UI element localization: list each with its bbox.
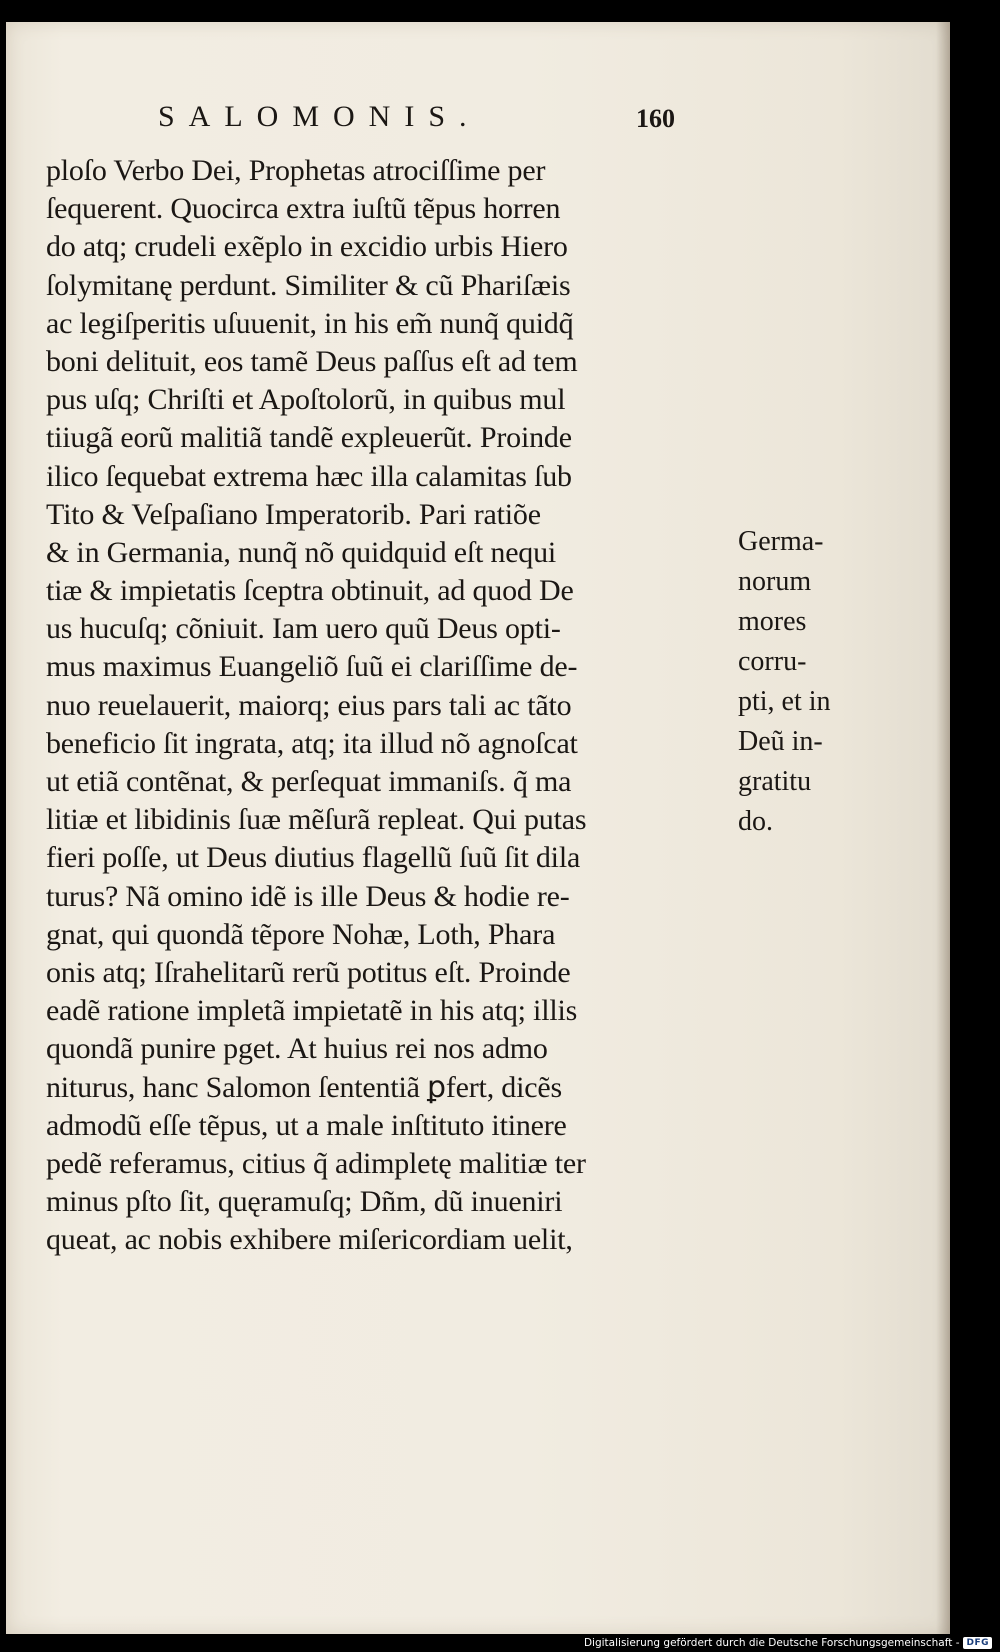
text-line: & in Germania, nunq̃ nõ quidquid eſt nequi (46, 535, 557, 569)
text-line: ilico ſequebat extrema hæc illa calamitas ſub (46, 459, 572, 493)
page-edge-shadow (936, 22, 950, 1634)
body-text (46, 152, 746, 1259)
marginal-note-line: mores (738, 606, 807, 637)
text-line: Tito & Veſpaſiano Imperatorib. Pari ratiõe (46, 497, 541, 531)
text-line: queat, ac nobis exhibere miſericordiam uelit, (46, 1223, 573, 1257)
text-line: eadẽ ratione impletã impietatẽ in his atq; illis (46, 994, 578, 1028)
text-line: us hucuſq; cõniuit. Iam uero quũ Deus opti- (46, 612, 561, 646)
text-line: tiiugã eorũ malitiã tandẽ expleuerũt. Proinde (46, 421, 572, 455)
text-line: fieri poſſe, ut Deus diutius flagellũ ſuũ ſit dila (46, 841, 581, 875)
marginal-note-line: do. (738, 806, 773, 837)
text-line: ſolymitanę perdunt. Similiter & cũ Phariſæis (46, 268, 571, 302)
text-line: beneficio ſit ingrata, atq; ita illud nõ agnoſcat (46, 726, 578, 760)
marginal-note (738, 522, 831, 842)
marginal-note-line: norum (738, 566, 812, 597)
text-line: ut etiã contẽnat, & perſequat immaniſs. q̃ ma (46, 765, 572, 798)
marginal-note-line: pti, et in (738, 686, 831, 717)
text-line: minus pſto ſit, quęramuſq; Dñm, dũ inueniri (46, 1185, 563, 1219)
text-line: ploſo Verbo Dei, Prophetas atrociſſime per (46, 154, 546, 187)
text-line: mus maximus Euangeliõ ſuũ ei clariſſime de- (46, 650, 578, 684)
text-line: niturus, hanc Salomon ſententiã ꝑfert, dicẽs (46, 1070, 562, 1104)
text-line: onis atq; Iſrahelitarũ rerũ potitus eſt. Proinde (46, 955, 571, 989)
text-line: gnat, qui quondã tẽpore Nohæ, Loth, Phara (46, 917, 556, 951)
text-line: ſequerent. Quocirca extra iuſtũ tẽpus horren (46, 192, 561, 226)
marginal-note-line: gratitu (738, 766, 812, 797)
marginal-note-line: Germa- (738, 526, 824, 557)
text-line: admodũ eſſe tẽpus, ut a male inſtituto itinere (46, 1108, 567, 1142)
marginal-note-line: Deũ in- (738, 726, 823, 757)
dfg-logo: DFG (963, 1637, 992, 1649)
footer-credit (584, 1637, 992, 1649)
text-line: litiæ et libidinis ſuæ mẽſurã repleat. Qui putas (46, 803, 587, 837)
text-line: turus? Nã omino idẽ is ille Deus & hodie re- (46, 879, 570, 913)
text-line: nuo reuelauerit, maiorq; eius pars tali ac tãto (46, 688, 572, 722)
text-line: ac legiſperitis uſuuenit, in his em̃ nunq̃ quidq̃ (46, 306, 574, 340)
running-head: SALOMONIS. (158, 100, 481, 133)
text-line: pus uſq; Chriſti et Apoſtolorũ, in quibus mul (46, 383, 566, 417)
text-line: do atq; crudeli exẽplo in excidio urbis Hiero (46, 230, 568, 264)
text-line: quondã punire pget. At huius rei nos admo (46, 1032, 548, 1066)
page-number: 160 (636, 104, 675, 133)
marginal-note-line: corru- (738, 646, 807, 677)
text-line: pedẽ referamus, citius q̃ adimpletę malitiæ ter (46, 1146, 586, 1180)
footer-credit-text: Digitalisierung gefördert durch die Deutsche Forschungsgemeinschaft - (583, 1637, 960, 1649)
text-line: tiæ & impietatis ſceptra obtinuit, ad quod De (46, 574, 574, 608)
text-line: boni delituit, eos tamẽ Deus paſſus eſt ad tem (46, 344, 578, 378)
